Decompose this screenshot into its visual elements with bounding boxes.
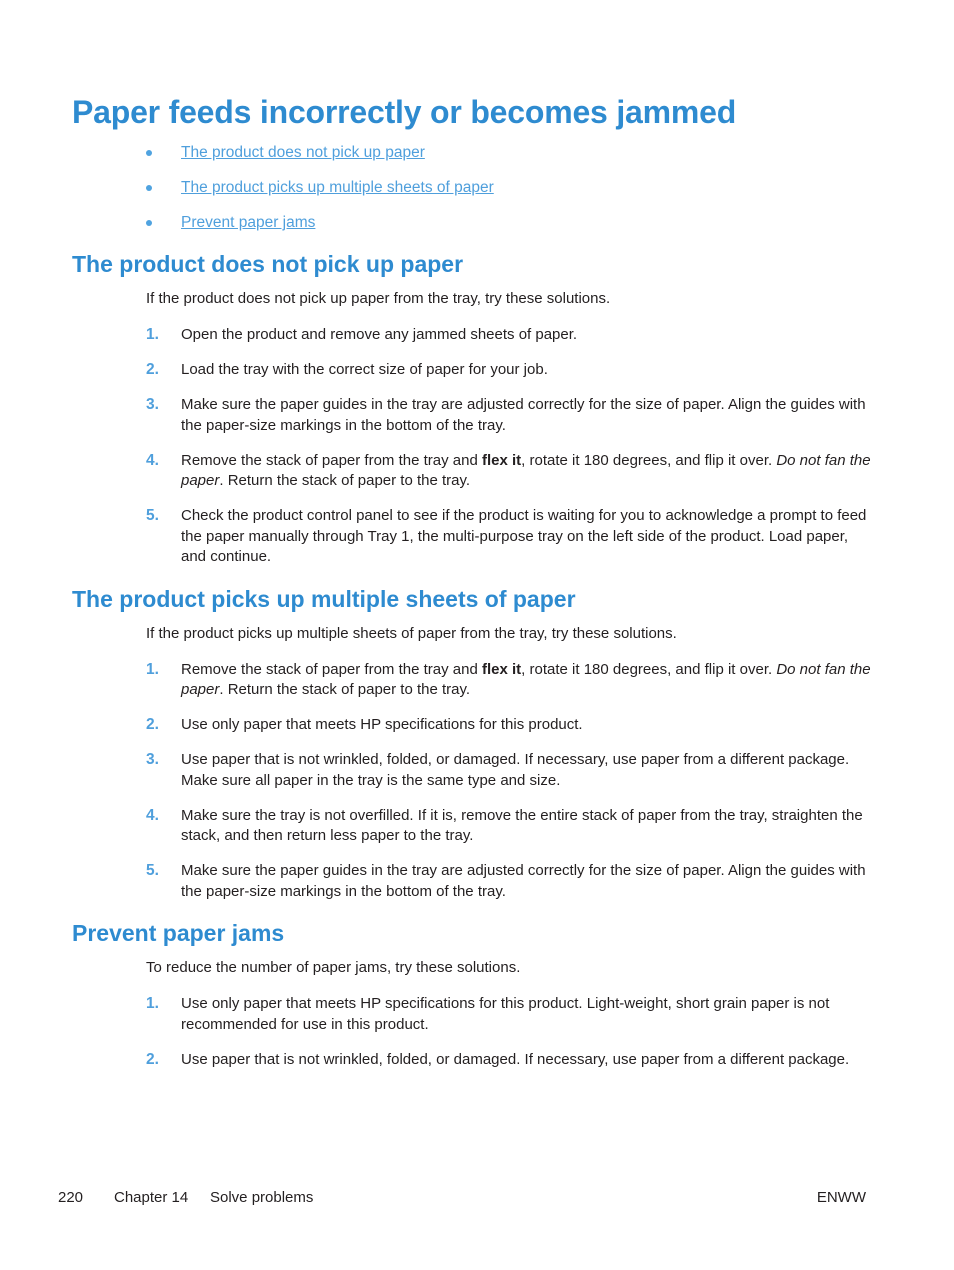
step-text-post: . Return the stack of paper to the tray. xyxy=(219,681,471,698)
step-text: Use paper that is not wrinkled, folded, or damaged. If necessary, use paper from a different package. xyxy=(181,1050,850,1068)
step-item xyxy=(146,994,872,1035)
section-intro: If the product picks up multiple sheets of paper from the tray, try these solutions. xyxy=(146,624,677,642)
link-multiple-sheets[interactable]: The product picks up multiple sheets of paper xyxy=(181,179,494,196)
step-number: 1. xyxy=(146,660,159,678)
toc-item xyxy=(146,214,872,249)
step-item xyxy=(146,451,872,492)
step-item xyxy=(146,325,872,346)
step-item xyxy=(146,861,872,902)
step-item xyxy=(146,806,872,847)
step-text-bold: flex it xyxy=(481,451,522,469)
footer-locale-code: ENWW xyxy=(816,1189,866,1206)
step-text: Make sure the tray is not overfilled. If it is, remove the entire stack of paper from the tray, straighten the stack, and then return less paper to the tray. xyxy=(181,806,863,844)
step-number: 4. xyxy=(146,451,159,469)
steps-list xyxy=(146,325,872,568)
bullet-icon xyxy=(146,185,152,191)
step-number: 3. xyxy=(146,751,159,768)
step-text-pre: Remove the stack of paper from the tray and xyxy=(181,451,482,469)
step-text-pre: Remove the stack of paper from the tray and xyxy=(181,660,482,678)
section-heading-multiple-sheets: The product picks up multiple sheets of paper xyxy=(72,585,576,612)
step-text: Use only paper that meets HP specifications for this product. xyxy=(181,716,583,733)
chapter-label: Chapter 14 xyxy=(114,1189,189,1206)
page-title: Paper feeds incorrectly or becomes jammed xyxy=(72,94,737,130)
toc-item xyxy=(146,144,872,179)
link-not-pick-up[interactable]: The product does not pick up paper xyxy=(181,144,425,161)
step-number: 4. xyxy=(146,806,159,824)
step-text-italic: Do not fan the paper xyxy=(181,660,871,698)
step-text-italic: Do not fan the paper xyxy=(181,451,871,489)
step-text-post: . Return the stack of paper to the tray. xyxy=(219,472,471,489)
step-text-mid: , rotate it 180 degrees, and flip it over. xyxy=(521,660,777,678)
step-number: 1. xyxy=(146,326,159,343)
steps-list xyxy=(146,660,872,903)
step-text: Load the tray with the correct size of paper for your job. xyxy=(181,361,548,378)
step-item xyxy=(146,506,872,568)
toc-item xyxy=(146,179,872,214)
step-item xyxy=(146,750,872,791)
step-item xyxy=(146,1050,872,1071)
step-number: 1. xyxy=(146,995,159,1012)
steps-list xyxy=(146,994,872,1070)
step-item xyxy=(146,360,872,381)
page-content xyxy=(72,88,872,1085)
link-prevent-jams[interactable]: Prevent paper jams xyxy=(181,214,316,231)
bullet-icon xyxy=(146,220,152,226)
step-number: 2. xyxy=(146,716,159,733)
step-number: 3. xyxy=(146,396,159,413)
step-item xyxy=(146,660,872,701)
section-heading-prevent-jams: Prevent paper jams xyxy=(72,920,285,946)
section-intro: To reduce the number of paper jams, try these solutions. xyxy=(146,959,521,976)
step-text-mid: , rotate it 180 degrees, and flip it over. xyxy=(521,451,777,469)
step-text: Make sure the paper guides in the tray are adjusted correctly for the size of paper. Align the guides with the paper-size markings in the bottom of the tray. xyxy=(181,862,866,900)
section-links xyxy=(72,144,872,249)
step-text: Check the product control panel to see if the product is waiting for you to acknowledge a prompt to feed the paper manually through Tray 1, the multi-purpose tray on the left side of the product. Load paper, and continue. xyxy=(181,507,867,565)
step-number: 2. xyxy=(146,361,159,378)
step-text: Make sure the paper guides in the tray are adjusted correctly for the size of paper. Align the guides with the paper-size markings in the bottom of the tray. xyxy=(181,396,866,434)
step-text-bold: flex it xyxy=(481,660,522,678)
chapter-title: Solve problems xyxy=(210,1189,314,1206)
step-text: Open the product and remove any jammed sheets of paper. xyxy=(181,326,578,343)
section-intro: If the product does not pick up paper from the tray, try these solutions. xyxy=(146,290,611,307)
bullet-icon xyxy=(146,150,152,156)
step-text: Use only paper that meets HP specifications for this product. Light-weight, short grain paper is not recommended for use in this product. xyxy=(181,995,830,1033)
section-heading-not-pick-up: The product does not pick up paper xyxy=(72,251,464,277)
step-number: 5. xyxy=(146,507,159,524)
step-text: Use paper that is not wrinkled, folded, or damaged. If necessary, use paper from a different package. Make sure all paper in the tray is the same type and size. xyxy=(181,751,850,789)
page-number: 220 xyxy=(58,1189,84,1206)
step-item xyxy=(146,395,872,436)
step-item xyxy=(146,715,872,736)
step-number: 2. xyxy=(146,1050,159,1068)
step-number: 5. xyxy=(146,862,159,879)
